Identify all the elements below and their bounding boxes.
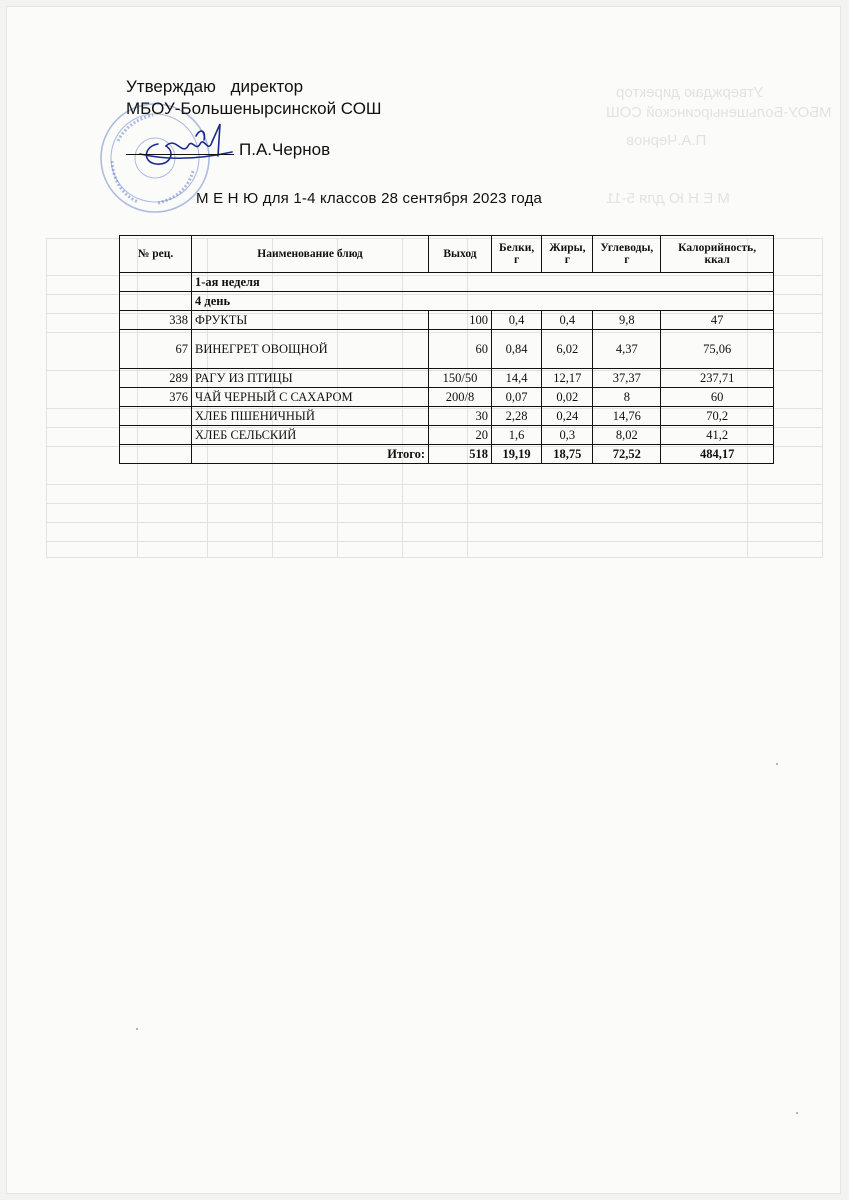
carbs: 14,76 [593, 407, 661, 426]
dish-name: ВИНЕГРЕТ ОВОЩНОЙ [192, 330, 429, 369]
table-row [120, 407, 774, 426]
header-calories: Калорийность, ккал [661, 236, 774, 273]
header-protein: Белки, г [492, 236, 542, 273]
header-recipe-number: № рец. [120, 236, 192, 273]
header-portion: Выход [429, 236, 492, 273]
total-portion: 518 [429, 445, 492, 464]
header-carbs: Углеводы, г [593, 236, 661, 273]
approval-header [126, 76, 382, 98]
portion: 100 [429, 311, 492, 330]
carbs: 8 [593, 388, 661, 407]
approval-role: директор [230, 77, 304, 96]
protein: 0,84 [492, 330, 542, 369]
protein: 0,4 [492, 311, 542, 330]
calories: 47 [661, 311, 774, 330]
protein: 2,28 [492, 407, 542, 426]
calories: 237,71 [661, 369, 774, 388]
protein: 14,4 [492, 369, 542, 388]
carbs: 9,8 [593, 311, 661, 330]
scan-speck [796, 1112, 798, 1114]
director-name: П.А.Чернов [239, 140, 331, 159]
menu-title: М Е Н Ю для 1-4 классов 28 сентября 2023 года [196, 190, 543, 207]
portion: 150/50 [429, 369, 492, 388]
dish-name: ХЛЕБ СЕЛЬСКИЙ [192, 426, 429, 445]
recipe-number: 289 [120, 369, 192, 388]
protein: 1,6 [492, 426, 542, 445]
portion: 20 [429, 426, 492, 445]
total-carbs: 72,52 [593, 445, 661, 464]
fat: 0,24 [542, 407, 593, 426]
document-page: Утверждаю директор МБОУ-Большенырсинской СОШ П.А.Чернов М Е Н Ю для 5-11 Утверждаю директор МБОУ-Большенырсинской СОШ П.А.Чернов М Е Н Ю для 1-4 классов 28 сентября 2023 года № рец. Наименование блюд Выход Белки, г Жиры, г Углеводы, г Калорийность, ккал 1-ая неделя 4 день 338 ФРУКТЫ 100 0,4 0,4 9,8 47 67 ВИНЕГРЕТ ОВОЩНОЙ 60 0,84 6,02 4,37 75,06 289 РАГУ ИЗ ПТИЦЫ 150/50 14,4 12,17 37,37 237,71 376 ЧАЙ ЧЕРНЫЙ С САХАРОМ 200/8 0,07 0,02 8 60 ХЛЕБ ПШЕНИЧНЫЙ 30 2,28 0,24 14,76 70,2 ХЛЕБ СЕЛЬСКИЙ 20 1,6 0,3 8,02 41,2 Итого: 518 19,19 18,75 72,52 484,17 [6, 6, 841, 1194]
portion: 60 [429, 330, 492, 369]
week-label: 1-ая неделя [192, 273, 774, 292]
recipe-number [120, 426, 192, 445]
day-row [120, 292, 774, 311]
header-fat: Жиры, г [542, 236, 593, 273]
protein: 0,07 [492, 388, 542, 407]
approval-word: Утверждаю [126, 77, 216, 96]
approval-organization: МБОУ-Большенырсинской СОШ [126, 99, 382, 118]
fat: 6,02 [542, 330, 593, 369]
calories: 41,2 [661, 426, 774, 445]
scan-speck [776, 763, 778, 765]
calories: 70,2 [661, 407, 774, 426]
carbs: 4,37 [593, 330, 661, 369]
day-label: 4 день [192, 292, 774, 311]
signature [136, 116, 236, 171]
recipe-number: 338 [120, 311, 192, 330]
total-fat: 18,75 [542, 445, 593, 464]
total-label: Итого: [192, 445, 429, 464]
dish-name: ХЛЕБ ПШЕНИЧНЫЙ [192, 407, 429, 426]
scan-speck [136, 1028, 138, 1030]
total-row [120, 445, 774, 464]
carbs: 37,37 [593, 369, 661, 388]
dish-name: РАГУ ИЗ ПТИЦЫ [192, 369, 429, 388]
table-row [120, 369, 774, 388]
total-calories: 484,17 [661, 445, 774, 464]
table-row [120, 330, 774, 369]
total-protein: 19,19 [492, 445, 542, 464]
table-row [120, 426, 774, 445]
table-header-row [120, 236, 774, 273]
recipe-number: 376 [120, 388, 192, 407]
fat: 0,4 [542, 311, 593, 330]
calories: 60 [661, 388, 774, 407]
fat: 12,17 [542, 369, 593, 388]
table-row [120, 388, 774, 407]
signature-line [126, 154, 234, 155]
portion: 30 [429, 407, 492, 426]
fat: 0,3 [542, 426, 593, 445]
header-dish-name: Наименование блюд [192, 236, 429, 273]
week-row [120, 273, 774, 292]
calories: 75,06 [661, 330, 774, 369]
table-row [120, 311, 774, 330]
recipe-number: 67 [120, 330, 192, 369]
fat: 0,02 [542, 388, 593, 407]
carbs: 8,02 [593, 426, 661, 445]
dish-name: ЧАЙ ЧЕРНЫЙ С САХАРОМ [192, 388, 429, 407]
recipe-number [120, 407, 192, 426]
portion: 200/8 [429, 388, 492, 407]
dish-name: ФРУКТЫ [192, 311, 429, 330]
menu-table [119, 235, 774, 464]
approval-block [126, 76, 382, 159]
